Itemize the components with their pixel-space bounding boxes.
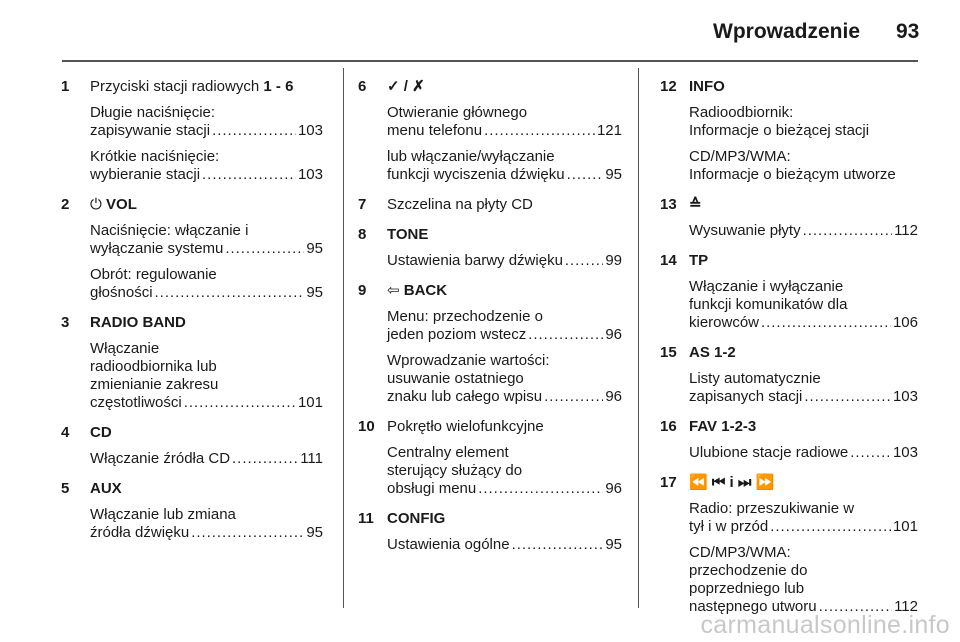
item-text: CD/MP3/WMA: <box>689 544 791 561</box>
list-item <box>660 474 918 616</box>
item-text: zapisanych stacji <box>689 388 803 405</box>
item-text: zmienianie zakresu <box>90 376 219 393</box>
item-text: obsługi menu <box>387 480 477 497</box>
item-text: Radioodbiornik: <box>689 104 794 121</box>
item-label: AS 1-2 <box>689 344 736 361</box>
item-label: FAV 1-2-3 <box>689 418 757 435</box>
item-text: Informacje o bieżącej stacji <box>689 122 870 139</box>
item-number: 14 <box>660 252 677 269</box>
item-label: RADIO BAND <box>90 314 186 331</box>
list-item <box>358 196 622 214</box>
item-label: TONE <box>387 226 429 243</box>
page-ref: 96 <box>605 326 622 343</box>
item-label-bold: 1 - 6 <box>263 78 294 95</box>
back-arrow-icon: ⇦ <box>387 282 400 299</box>
item-label: BACK <box>403 282 448 299</box>
item-text: Pokrętło wielofunkcyjne <box>387 418 544 435</box>
list-item <box>660 196 918 240</box>
item-text: Ustawienia ogólne <box>387 536 510 553</box>
page-ref: 121 <box>596 122 622 139</box>
item-text: wyłączanie systemu <box>90 240 224 257</box>
item-text: poprzedniego lub <box>689 580 805 597</box>
watermark: carmanualsonline.info <box>700 611 950 639</box>
item-number: 16 <box>660 418 677 435</box>
column-divider <box>638 68 639 608</box>
page-ref: 106 <box>892 314 918 331</box>
power-icon: ⏻ <box>90 196 102 213</box>
item-text: Długie naciśnięcie: <box>90 104 216 121</box>
item-label: VOL <box>106 196 137 213</box>
page-ref: 101 <box>892 518 918 535</box>
page-ref: 95 <box>306 240 323 257</box>
item-label: Przyciski stacji radiowych <box>90 78 260 95</box>
item-text: radioodbiornika lub <box>90 358 217 375</box>
item-number: 8 <box>358 226 367 243</box>
item-text: funkcji wyciszenia dźwięku <box>387 166 565 183</box>
item-label: TP <box>689 252 709 269</box>
list-item <box>358 510 622 554</box>
phone-mute-icon: ✓ / ✗ <box>387 78 425 95</box>
page-ref: 95 <box>306 284 323 301</box>
list-item <box>358 78 622 184</box>
list-item <box>660 252 918 332</box>
page-ref: 95 <box>605 536 622 553</box>
page-ref: 101 <box>297 394 323 411</box>
item-text: Informacje o bieżącym utworze <box>689 166 896 183</box>
item-text: Radio: przeszukiwanie w <box>689 500 855 517</box>
item-text: Włączanie lub zmiana <box>90 506 236 523</box>
page-ref: 103 <box>892 388 918 405</box>
item-text: głośności <box>90 284 153 301</box>
item-text: tył i w przód <box>689 518 769 535</box>
item-label: CONFIG <box>387 510 446 527</box>
item-number: 11 <box>358 510 374 527</box>
item-text: źródła dźwięku <box>90 524 190 541</box>
item-number: 7 <box>358 196 367 213</box>
list-item <box>358 418 622 498</box>
item-text: Naciśnięcie: włączanie i <box>90 222 249 239</box>
list-item <box>660 418 918 462</box>
item-text: wybieranie stacji <box>90 166 201 183</box>
item-number: 2 <box>61 196 70 213</box>
list-item <box>358 226 622 270</box>
page-ref: 95 <box>306 524 323 541</box>
eject-icon: ≙ <box>689 196 702 213</box>
page-ref: 103 <box>297 166 323 183</box>
item-text: usuwanie ostatniego <box>387 370 524 387</box>
item-label: CD <box>90 424 112 441</box>
item-number: 3 <box>61 314 70 331</box>
item-number: 13 <box>660 196 677 213</box>
item-text: następnego utworu <box>689 598 817 615</box>
item-text: jeden poziom wstecz <box>387 326 527 343</box>
page-number: 93 <box>896 20 920 43</box>
list-item <box>358 282 622 406</box>
item-number: 15 <box>660 344 677 361</box>
header-divider <box>62 60 918 62</box>
item-text: menu telefonu <box>387 122 483 139</box>
page-ref: 111 <box>300 450 323 467</box>
page-ref: 103 <box>297 122 323 139</box>
list-item <box>61 424 323 468</box>
page-header <box>0 0 960 62</box>
item-number: 17 <box>660 474 677 491</box>
item-number: 1 <box>61 78 70 95</box>
item-text: Włączanie <box>90 340 160 357</box>
item-text: Obrót: regulowanie <box>90 266 217 283</box>
item-number: 12 <box>660 78 677 95</box>
list-item <box>61 480 323 542</box>
column-1 <box>61 78 323 542</box>
item-number: 6 <box>358 78 367 95</box>
page-ref: 103 <box>892 444 918 461</box>
item-number: 9 <box>358 282 367 299</box>
item-text: kierowców <box>689 314 760 331</box>
item-text: Wprowadzanie wartości: <box>387 352 550 369</box>
page-ref: 96 <box>605 388 622 405</box>
item-text: Włączanie i wyłączanie <box>689 278 844 295</box>
item-text: CD/MP3/WMA: <box>689 148 791 165</box>
item-text: Ustawienia barwy dźwięku <box>387 252 563 269</box>
seek-buttons-icon: ⏪ ⏮ i ⏭ ⏩ <box>689 474 775 491</box>
item-number: 4 <box>61 424 70 441</box>
item-text: Wysuwanie płyty <box>689 222 801 239</box>
item-text: Listy automatycznie <box>689 370 821 387</box>
page-ref: 112 <box>894 222 918 239</box>
item-text: częstotliwości <box>90 394 182 411</box>
list-item <box>660 344 918 406</box>
item-text: Menu: przechodzenie o <box>387 308 543 325</box>
list-item <box>61 314 323 412</box>
column-3 <box>660 78 918 616</box>
list-item <box>61 78 323 184</box>
item-text: zapisywanie stacji <box>90 122 211 139</box>
page-ref: 95 <box>605 166 622 183</box>
item-text: Szczelina na płyty CD <box>387 196 533 213</box>
item-label: INFO <box>689 78 725 95</box>
list-item <box>61 196 323 302</box>
item-text: przechodzenie do <box>689 562 808 579</box>
column-2 <box>358 78 622 554</box>
page-title: Wprowadzenie <box>713 20 861 43</box>
item-text: znaku lub całego wpisu <box>387 388 543 405</box>
item-text: funkcji komunikatów dla <box>689 296 848 313</box>
item-text: Włączanie źródła CD <box>90 450 231 467</box>
list-item <box>660 78 918 184</box>
item-text: Ulubione stacje radiowe <box>689 444 849 461</box>
item-text: Centralny element <box>387 444 509 461</box>
item-number: 5 <box>61 480 70 497</box>
column-divider <box>343 68 344 608</box>
page-ref: 96 <box>605 480 622 497</box>
item-text: sterujący służący do <box>387 462 523 479</box>
item-number: 10 <box>358 418 375 435</box>
page-ref: 112 <box>894 598 918 615</box>
item-text: Krótkie naciśnięcie: <box>90 148 220 165</box>
page-ref: 99 <box>605 252 622 269</box>
item-text: lub włączanie/wyłączanie <box>387 148 555 165</box>
item-label: AUX <box>90 480 122 497</box>
item-text: Otwieranie głównego <box>387 104 528 121</box>
